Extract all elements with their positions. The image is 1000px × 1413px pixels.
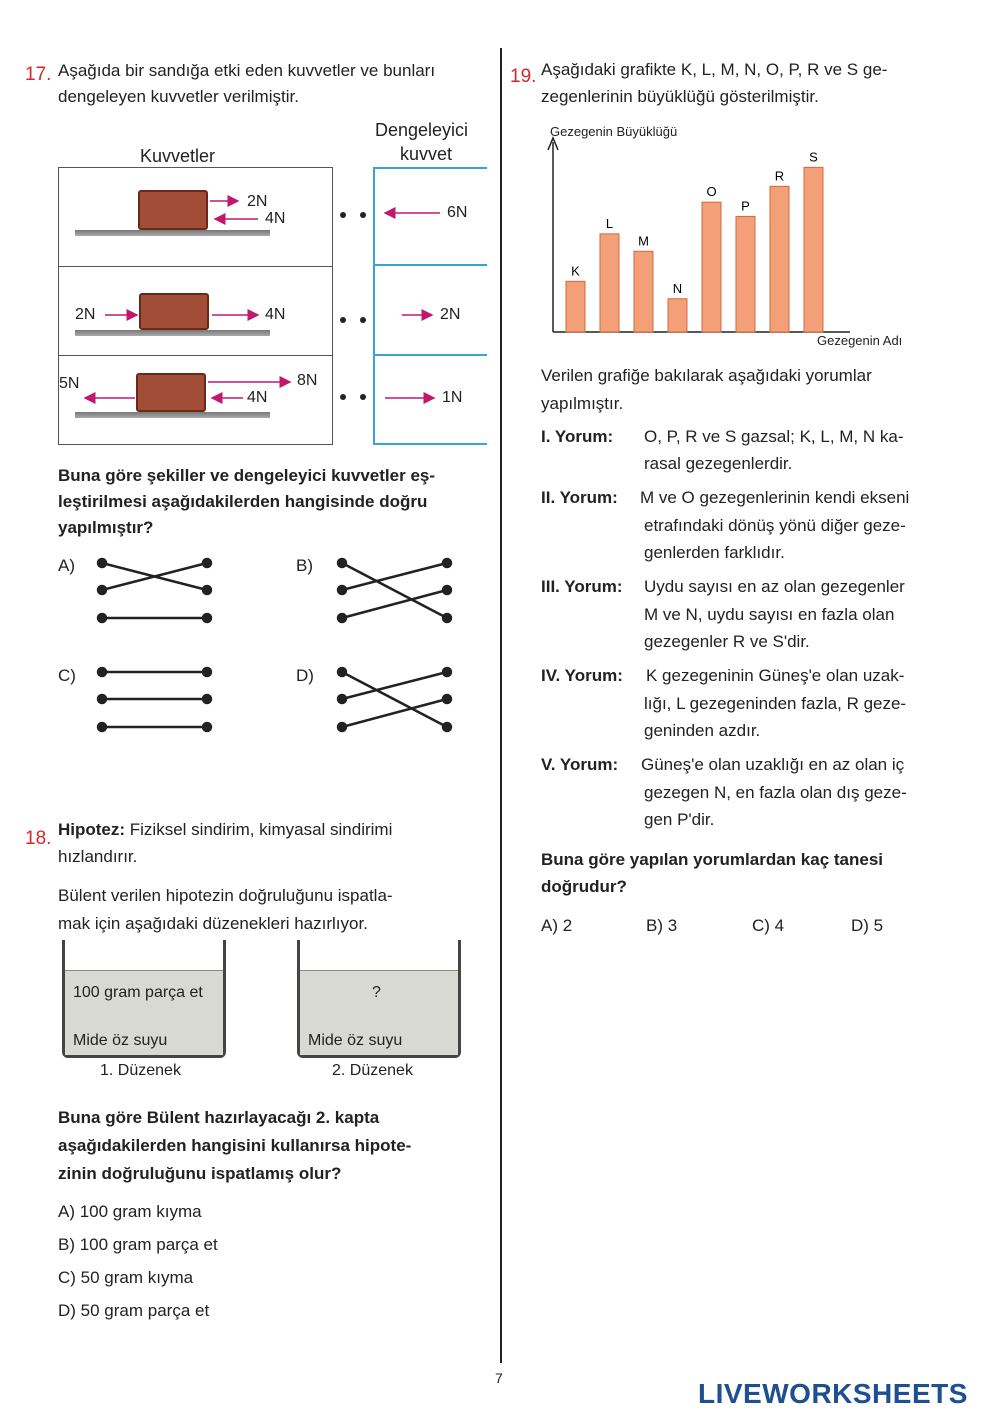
bar-k	[566, 281, 585, 332]
yorum1-line1: O, P, R ve S gazsal; K, L, M, N ka-	[644, 427, 904, 446]
forces-header: Kuvvetler	[140, 146, 216, 166]
beaker-2	[297, 940, 461, 1058]
hypothesis-label: Hipotez:	[58, 820, 126, 839]
q19-question-line1: Buna göre yapılan yorumlardan kaç tanesi	[541, 850, 884, 869]
row1-force-a: 2N	[247, 193, 268, 210]
row3-force-c: 4N	[247, 389, 268, 406]
yorum1-line2: rasal gezegenlerdir.	[644, 454, 793, 473]
yorum5-line1: Güneş'e olan uzaklığı en az olan iç	[641, 755, 905, 774]
bar-m	[634, 251, 653, 332]
q19-number: 19.	[510, 66, 537, 87]
q17-option-a[interactable]: A)	[58, 556, 75, 575]
yorum4-label: IV. Yorum:	[541, 666, 623, 685]
row2-balance: 2N	[440, 306, 461, 323]
bar-r	[770, 186, 789, 332]
setup1-top-text: 100 gram parça et	[73, 984, 203, 1001]
chest-row2	[139, 293, 209, 330]
bar-label-k: K	[571, 263, 580, 279]
yorum5-label: V. Yorum:	[541, 755, 619, 774]
q19-option-d[interactable]: D) 5	[851, 916, 884, 935]
q19-text1-line1: Verilen grafiğe bakılarak aşağıdaki yorumlar	[541, 366, 872, 385]
yorum2-line2: etrafındaki dönüş yönü diğer geze-	[644, 516, 906, 535]
bar-label-l: L	[605, 215, 614, 231]
row3-force-b: 8N	[297, 372, 318, 389]
q19-text1-line2: yapılmıştır.	[541, 394, 624, 413]
bar-n	[668, 299, 687, 332]
q19-intro-line2: zegenlerinin büyüklüğü gösterilmiştir.	[541, 87, 819, 106]
yorum3-line2: M ve N, uydu sayısı en fazla olan	[644, 605, 895, 624]
row1-force-b: 4N	[265, 210, 286, 227]
bar-s	[804, 167, 823, 332]
column-divider	[500, 48, 502, 1363]
yorum2-label: II. Yorum:	[541, 488, 618, 507]
setup2-top-text: ?	[372, 984, 381, 1001]
row1-balance: 6N	[447, 204, 468, 221]
yorum4-line2: lığı, L gezegeninden fazla, R geze-	[644, 694, 907, 713]
q17-option-d[interactable]: D)	[296, 666, 314, 685]
q17-intro-line1: Aşağıda bir sandığa etki eden kuvvetler ve bunları	[58, 61, 436, 80]
q17-question-line2: leştirilmesi aşağıdakilerden hangisinde doğru	[58, 492, 428, 511]
bar-o	[702, 202, 721, 332]
q18-question-line2: aşağıdakilerden hangisini kullanırsa hipote-	[58, 1136, 412, 1155]
q18-option-a[interactable]: A) 100 gram kıyma	[58, 1202, 202, 1221]
bar-label-s: S	[809, 149, 818, 165]
hypothesis-text2: hızlandırır.	[58, 847, 138, 866]
chart-xlabel: Gezegenin Adı	[817, 333, 903, 348]
setup1-caption: 1. Düzenek	[100, 1062, 181, 1079]
q19-option-c[interactable]: C) 4	[752, 916, 785, 935]
yorum2-line3: genlerden farklıdır.	[644, 543, 785, 562]
row2-force-a: 2N	[75, 306, 96, 323]
yorum4-line3: geninden azdır.	[644, 721, 761, 740]
q19-option-a[interactable]: A) 2	[541, 916, 573, 935]
q19-option-b[interactable]: B) 3	[646, 916, 678, 935]
q17-intro-line2: dengeleyen kuvvetler verilmiştir.	[58, 87, 299, 106]
q17-option-c[interactable]: C)	[58, 666, 76, 685]
bar-p	[736, 216, 755, 332]
matching-diagrams	[0, 540, 500, 750]
bar-label-o: O	[706, 184, 717, 200]
q17-option-b[interactable]: B)	[296, 556, 313, 575]
q17-number: 17.	[25, 64, 52, 85]
row3-force-a: 5N	[59, 375, 80, 392]
bar-label-n: N	[672, 280, 683, 296]
chest-row3	[136, 373, 206, 412]
yorum2-line1: M ve O gezegenlerinin kendi ekseni	[640, 488, 910, 507]
balance-header-line2: kuvvet	[400, 144, 453, 164]
setup1-bottom-text: Mide öz suyu	[73, 1032, 168, 1049]
yorum3-line1: Uydu sayısı en az olan gezegenler	[644, 577, 905, 596]
setup2-caption: 2. Düzenek	[332, 1062, 413, 1079]
yorum1-label: I. Yorum:	[541, 427, 614, 446]
row3-balance: 1N	[442, 389, 463, 406]
q19-question-line2: doğrudur?	[541, 877, 627, 896]
q18-option-d[interactable]: D) 50 gram parça et	[58, 1301, 210, 1320]
q18-option-b[interactable]: B) 100 gram parça et	[58, 1235, 218, 1254]
yorum4-line1: K gezegeninin Güneş'e olan uzak-	[646, 666, 905, 685]
q18-intro-line2: mak için aşağıdaki düzenekleri hazırlıyor.	[58, 914, 368, 933]
q18-number: 18.	[25, 828, 52, 849]
yorum5-line3: gen P'dir.	[644, 810, 715, 829]
liveworksheets-logo[interactable]: LIVEWORKSHEETS	[698, 1378, 968, 1409]
bar-label-p: P	[741, 198, 750, 214]
yorum3-label: III. Yorum:	[541, 577, 623, 596]
bar-l	[600, 234, 619, 332]
q18-hypothesis	[58, 816, 392, 844]
beaker-1	[62, 940, 226, 1058]
bar-label-r: R	[774, 168, 785, 184]
q19-intro-line1: Aşağıdaki grafikte K, L, M, N, O, P, R ve S ge-	[541, 60, 888, 79]
setup2-bottom-text: Mide öz suyu	[308, 1032, 403, 1049]
planet-size-chart	[530, 118, 950, 350]
q18-question-line3: zinin doğruluğunu ispatlamış olur?	[58, 1164, 342, 1183]
yorum5-line2: gezegen N, en fazla olan dış geze-	[644, 783, 907, 802]
yorum3-line3: gezegenler R ve S'dir.	[644, 632, 810, 651]
q17-question-line1: Buna göre şekiller ve dengeleyici kuvvetler eş-	[58, 466, 436, 485]
q18-option-c[interactable]: C) 50 gram kıyma	[58, 1268, 194, 1287]
balance-header-line1: Dengeleyici	[375, 120, 469, 140]
row2-force-b: 4N	[265, 306, 286, 323]
chart-ylabel: Gezegenin Büyüklüğü	[550, 124, 678, 139]
page-number: 7	[495, 1370, 503, 1386]
q18-intro-line1: Bülent verilen hipotezin doğruluğunu ispatla-	[58, 886, 393, 905]
q17-question-line3: yapılmıştır?	[58, 518, 154, 537]
bar-label-m: M	[638, 233, 649, 249]
q18-question-line1: Buna göre Bülent hazırlayacağı 2. kapta	[58, 1108, 380, 1127]
hypothesis-text1: Fiziksel sindirim, kimyasal sindirimi	[125, 820, 393, 839]
